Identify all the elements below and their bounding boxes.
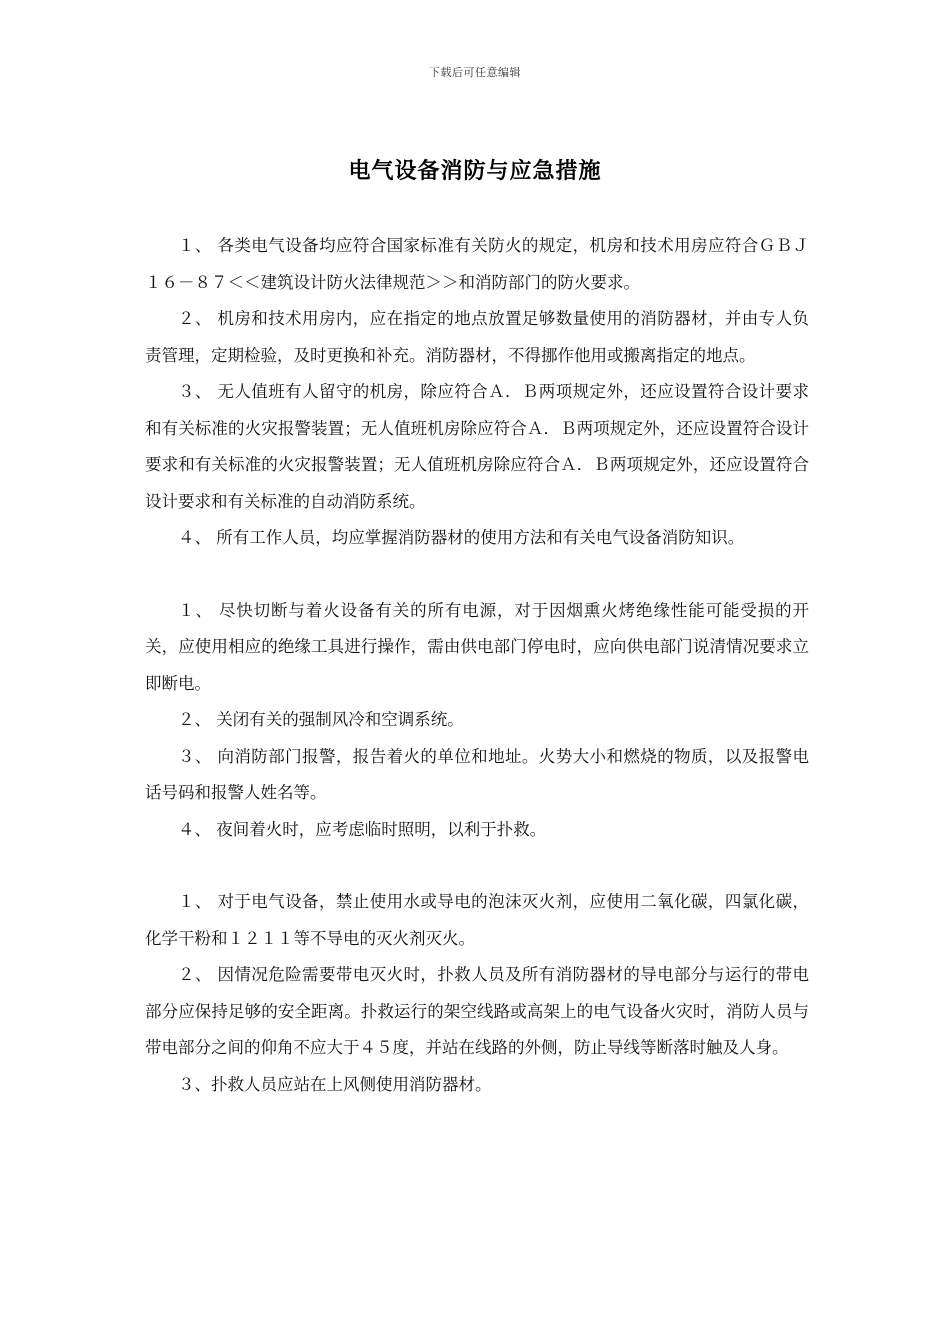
paragraph: ２、 因情况危险需要带电灭火时，扑救人员及所有消防器材的导电部分与运行的带电部分应保持足够的安全距离。扑救运行的架空线路或高架上的电气设备火灾时，消防人员与带电部分之间的仰角不应大于４５度，并站在线路的外侧，防止导线等断落时触及人身。 — [145, 965, 809, 1057]
paragraph: ３、扑救人员应站在上风侧使用消防器材。 — [178, 1074, 492, 1094]
section-gap — [145, 848, 809, 884]
document-body — [145, 228, 809, 1103]
section-gap — [145, 557, 809, 593]
section-extinguishing — [145, 884, 809, 1103]
header-note: 下载后可任意编辑 — [429, 66, 521, 79]
section-fire-response — [145, 593, 809, 849]
paragraph: １、 尽快切断与着火设备有关的所有电源，对于因烟熏火烤绝缘性能可能受损的开关，应使用相应的绝缘工具进行操作，需由供电部门停电时，应向供电部门说清情况要求立即断电。 — [145, 600, 809, 693]
paragraph: ２、 关闭有关的强制风冷和空调系统。 — [178, 710, 464, 729]
page-title: 电气设备消防与应急措施 — [348, 158, 602, 184]
paragraph: ３、 向消防部门报警，报告着火的单位和地址。火势大小和燃烧的物质，以及报警电话号码和报警人姓名等。 — [145, 746, 809, 802]
paragraph: ２、 机房和技术用房内，应在指定的地点放置足够数量使用的消防器材，并由专人负责管理，定期检验，及时更换和补充。消防器材，不得挪作他用或搬离指定的地点。 — [145, 309, 809, 365]
paragraph: ４、 所有工作人员，均应掌握消防器材的使用方法和有关电气设备消防知识。 — [178, 528, 745, 547]
section-fire-prevention — [145, 228, 809, 557]
paragraph: ４、 夜间着火时，应考虑临时照明，以利于扑救。 — [178, 819, 547, 839]
paragraph: ３、 无人值班有人留守的机房，除应符合Ａ．Ｂ两项规定外，还应设置符合设计要求和有关标准的火灾报警装置；无人值班机房除应符合Ａ．Ｂ两项规定外，还应设置符合设计要求和有关标准的火灾报警装置；无人值班机房除应符合Ａ．Ｂ两项规定外，还应设置符合设计要求和有关标准的自动消防系统。 — [145, 382, 809, 511]
paragraph: １、 对于电气设备，禁止使用水或导电的泡沫灭火剂，应使用二氧化碳，四氯化碳，化学干粉和１２１１等不导电的灭火剂灭火。 — [145, 892, 809, 948]
paragraph: １、 各类电气设备均应符合国家标准有关防火的规定，机房和技术用房应符合ＧＢＪ１６－８７＜＜建筑设计防火法律规范＞＞和消防部门的防火要求。 — [145, 236, 809, 292]
